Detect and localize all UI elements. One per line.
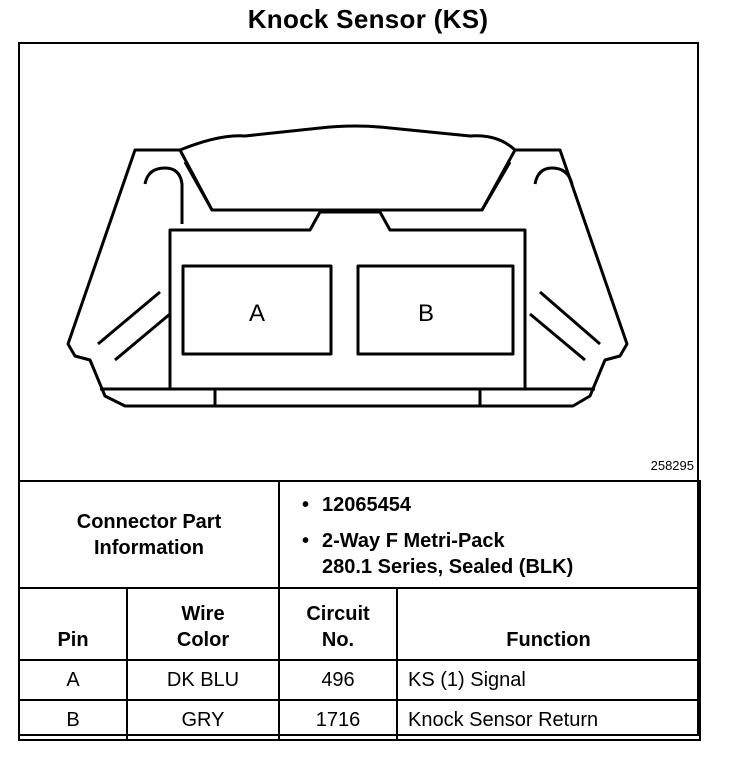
header-wire-color: Wire Color bbox=[127, 588, 279, 660]
latch-top-r bbox=[482, 162, 510, 210]
connector-info-table bbox=[18, 480, 701, 741]
header-circuit: Circuit No. bbox=[279, 588, 397, 660]
circuit-cell: 1716 bbox=[279, 700, 397, 740]
housing-outline bbox=[68, 150, 627, 406]
pin-a-label: A bbox=[249, 300, 266, 327]
pin-cell: B bbox=[19, 700, 127, 740]
connector-face-svg bbox=[20, 44, 697, 480]
part-number-item bbox=[302, 492, 699, 518]
page-title: Knock Sensor (KS) bbox=[247, 4, 489, 34]
connector-label-line2: Information bbox=[94, 536, 204, 559]
right-rail bbox=[540, 292, 600, 344]
connector-part-info bbox=[279, 481, 700, 588]
figure-id: 258295 bbox=[650, 458, 694, 473]
connector-part-label bbox=[19, 481, 279, 588]
bullet-dot: • bbox=[302, 494, 310, 516]
table-row bbox=[19, 660, 700, 700]
connector-label-line1: Connector Part bbox=[76, 510, 222, 533]
pin-b-label: B bbox=[418, 300, 435, 327]
circuit-cell: 496 bbox=[279, 660, 397, 700]
wire-color-cell: DK BLU bbox=[127, 660, 279, 700]
part-number: 12065454 bbox=[322, 494, 411, 516]
description-line1: 2-Way F Metri-Pack bbox=[322, 530, 505, 552]
left-guide bbox=[145, 168, 182, 224]
latch-top bbox=[185, 162, 212, 210]
function-cell: Knock Sensor Return bbox=[397, 700, 700, 740]
cavity-b bbox=[358, 266, 513, 354]
header-row bbox=[19, 588, 700, 660]
wire-color-cell: GRY bbox=[127, 700, 279, 740]
description-item bbox=[302, 528, 699, 554]
table-row bbox=[19, 700, 700, 740]
latch-arch bbox=[180, 126, 515, 150]
front-face bbox=[170, 212, 525, 389]
left-rail bbox=[98, 292, 160, 344]
function-cell: KS (1) Signal bbox=[397, 660, 700, 700]
pin-cell: A bbox=[19, 660, 127, 700]
header-function: Function bbox=[397, 588, 700, 660]
header-pin: Pin bbox=[19, 588, 127, 660]
description-line2: 280.1 Series, Sealed (BLK) bbox=[322, 556, 574, 578]
description-line2-wrap bbox=[322, 554, 699, 580]
bullet-dot: • bbox=[302, 530, 310, 552]
right-rail-2 bbox=[530, 314, 585, 360]
connector-drawing bbox=[20, 44, 697, 480]
